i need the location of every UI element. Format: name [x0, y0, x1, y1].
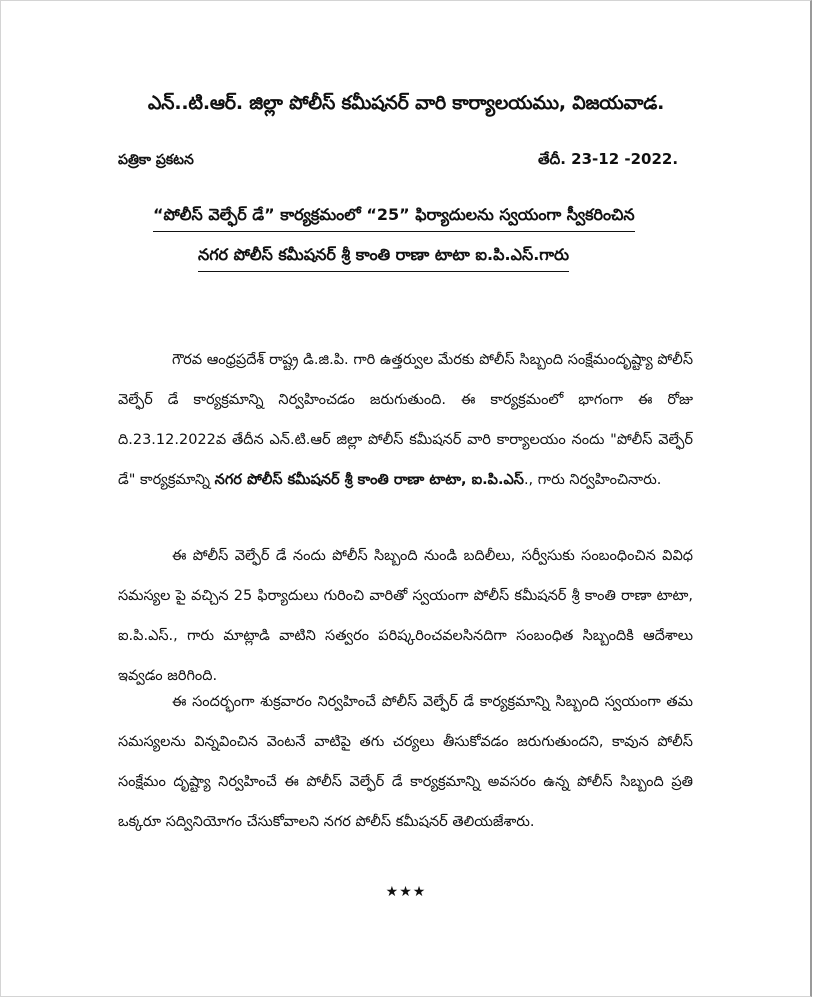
title-line-1: “పోలీస్ వెల్ఫేర్ డే” కార్యక్రమంలో “25” ఫిర్యాదులను స్వయంగా స్వీకరించిన — [153, 205, 635, 232]
paragraph-1-bold: నగర పోలీస్ కమీషనర్ శ్రీ కాంతి రాణా టాటా, ఐ.పి.ఎస్ — [214, 472, 524, 488]
paragraph-2: ఈ పోలీస్ వెల్ఫేర్ డే నందు పోలీస్ సిబ్బంది నుండి బదిలీలు, సర్వీసుకు సంబంధించిన వివిధ సమస్యల పై వచ్చిన 25 ఫిర్యాదులు గురించి వారితో స్వయంగా పోలీస్ కమీషనర్ శ్రీ కాంతి రాణా టాటా, ఐ.పి.ఎస్., గారు మాట్లాడి వాటిని సత్వరం పరిష్కరించవలసినదిగా సంబంధిత సిబ్బందికి ఆదేశాలు ఇవ్వడం జరిగింది. — [118, 548, 693, 684]
end-mark: ★★★ — [385, 884, 427, 900]
date-line: తేదీ. 23-12 -2022. — [538, 150, 679, 168]
paragraph-1-text: గౌరవ ఆంధ్రప్రదేశ్ రాష్ట్ర డి.జి.పి. గారి ఉత్తర్వుల మేరకు పోలీస్ సిబ్బంది సంక్షేమందృష్ట్యా పోలీస్ వెల్ఫేర్ డే కార్యక్రమాన్ని నిర్వహించడం జరుగుతుంది. ఈ కార్యక్రమంలో భాగంగా ఈ రోజు ది.23.12.2022వ తేదీన ఎన్.టి.ఆర్ జిల్లా పోలీస్ కమీషనర్ వారి కార్యాలయం నందు "పోలీస్ వెల్ఫేర్ డే" కార్యక్రమాన్ని — [118, 352, 693, 488]
office-heading: ఎన్..టి.ఆర్. జిల్లా పోలీస్ కమీషనర్ వారి కార్యాలయము, విజయవాడ. — [147, 92, 665, 114]
press-note-label: పత్రికా ప్రకటన — [118, 152, 194, 168]
paragraph-1-tail: ., గారు నిర్వహించినారు. — [523, 472, 662, 488]
paragraph-1 — [118, 340, 693, 500]
title-line-2: నగర పోలీస్ కమీషనర్ శ్రీ కాంతి రాణా టాటా ఐ.పి.ఎస్.గారు — [198, 245, 569, 272]
paragraph-3: ఈ సందర్భంగా శుక్రవారం నిర్వహించే పోలీస్ వెల్ఫేర్ డే కార్యక్రమాన్ని సిబ్బంది స్వయంగా తమ సమస్యలను విన్నవించిన వెంటనే వాటిపై తగు చర్యలు తీసుకోవడం జరుగుతుందని, కావున పోలీస్ సంక్షేమం దృష్ట్యా నిర్వహించే ఈ పోలీస్ వెల్ఫేర్ డే కార్యక్రమాన్ని అవసరం ఉన్న పోలీస్ సిబ్బంది ప్రతి ఒక్కరూ సద్వినియోగం చేసుకోవాలని నగర పోలీస్ కమీషనర్ తెలియజేశారు. — [118, 694, 693, 830]
